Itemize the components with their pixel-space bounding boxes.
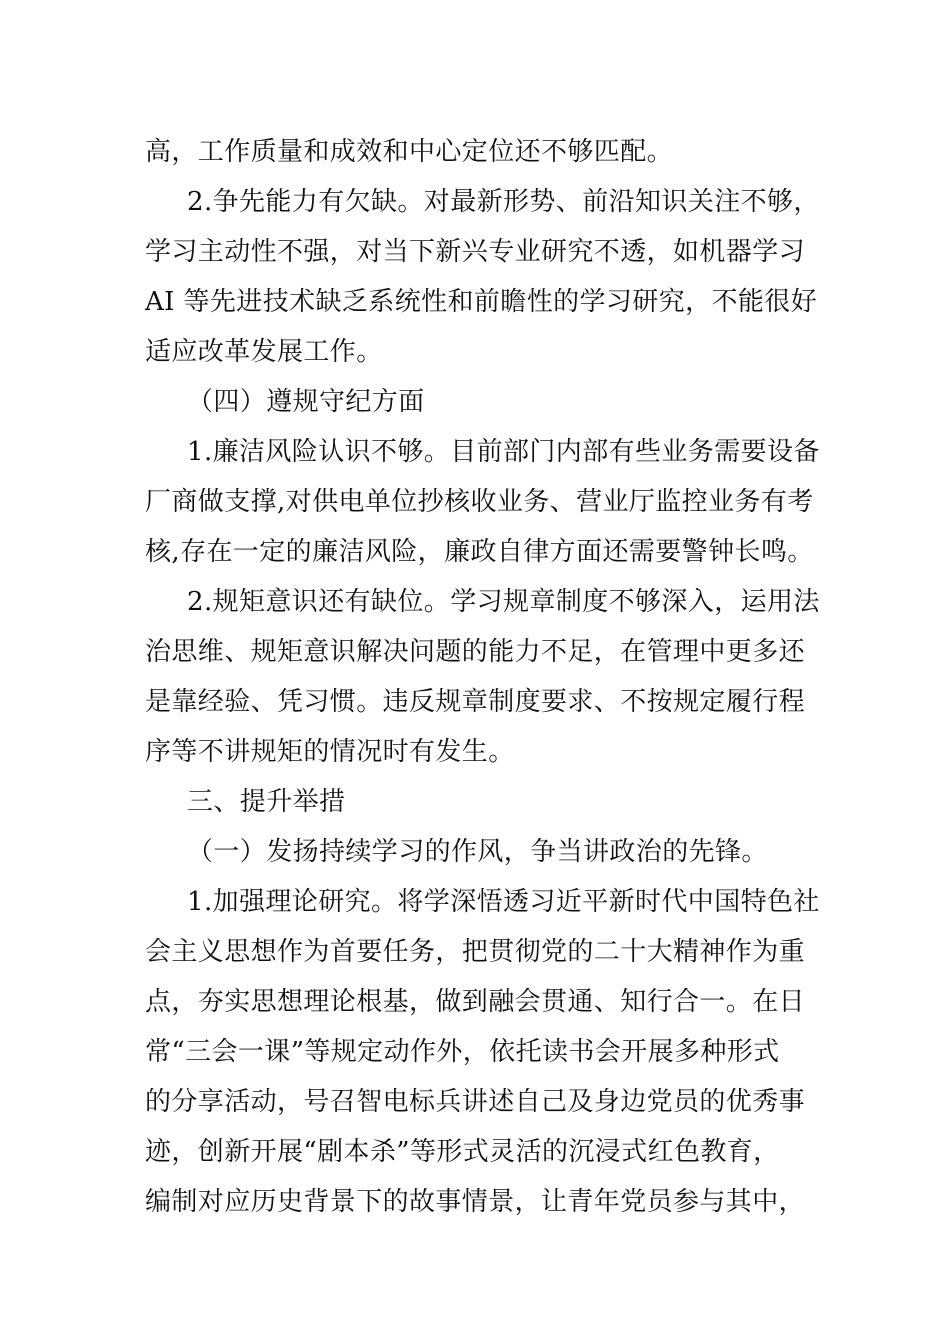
text-line-9: 核,存在一定的廉洁风险，廉政自律方面还需要警钟长鸣。 [145, 537, 814, 567]
text-line-8: 厂商做支撑,对供电单位抄核收业务、营业厅监控业务有考 [145, 487, 814, 517]
text-line-16: 1.加强理论研究。将学深悟透习近平新时代中国特色社 [187, 887, 820, 917]
text-line-1: 高，工作质量和成效和中心定位还不够匹配。 [145, 137, 674, 167]
text-line-17: 会主义思想作为首要任务，把贯彻党的二十大精神作为重 [145, 937, 806, 967]
text-line-13: 序等不讲规矩的情况时有发生。 [145, 737, 515, 767]
text-line-10: 2.规矩意识还有缺位。学习规章制度不够深入，运用法 [187, 587, 820, 617]
text-line-20: 的分享活动，号召智电标兵讲述自己及身边党员的优秀事 [145, 1087, 806, 1117]
text-line-2: 2.争先能力有欠缺。对最新形势、前沿知识关注不够， [187, 187, 820, 217]
text-line-19: 常“三会一课”等规定动作外，依托读书会开展多种形式 [145, 1037, 780, 1067]
text-line-5: 适应改革发展工作。 [145, 337, 383, 367]
text-line-7: 1.廉洁风险认识不够。目前部门内部有些业务需要设备 [187, 437, 820, 467]
subsection-heading-1: （一）发扬持续学习的作风，争当讲政治的先锋。 [187, 837, 768, 867]
text-line-22: 编制对应历史背景下的故事情景，让青年党员参与其中， [145, 1187, 806, 1217]
text-line-3: 学习主动性不强，对当下新兴专业研究不透，如机器学习 [145, 237, 806, 267]
section-heading-3: 三、提升举措 [187, 787, 346, 817]
text-line-18: 点，夯实思想理论根基，做到融会贯通、知行合一。在日 [145, 987, 806, 1017]
text-line-21: 迹，创新开展“剧本杀”等形式灵活的沉浸式红色教育， [145, 1137, 780, 1167]
text-line-12: 是靠经验、凭习惯。违反规章制度要求、不按规定履行程 [145, 687, 806, 717]
text-line-4: AI 等先进技术缺乏系统性和前瞻性的学习研究，不能很好 [145, 287, 818, 317]
text-line-11: 治思维、规矩意识解决问题的能力不足，在管理中更多还 [145, 637, 806, 667]
section-heading-4: （四）遵规守纪方面 [187, 387, 425, 417]
